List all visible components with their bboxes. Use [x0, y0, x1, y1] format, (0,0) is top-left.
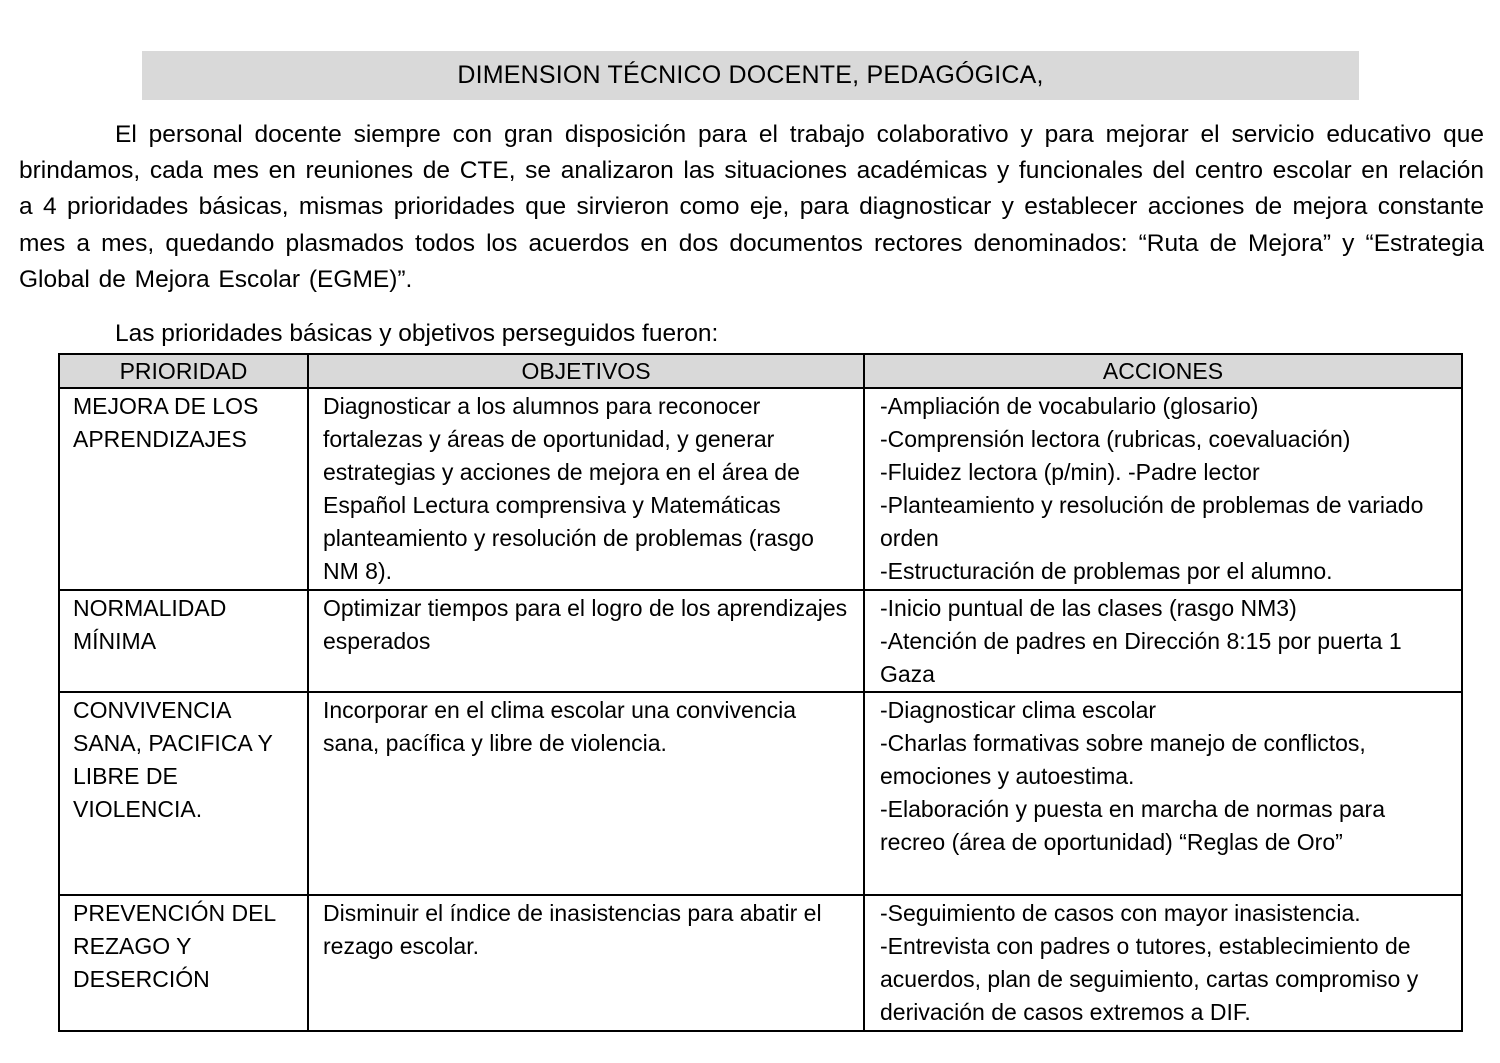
objective-cell: Incorporar en el clima escolar una convivencia sana, pacífica y libre de violencia. [308, 692, 864, 895]
priority-line: CONVIVENCIA [73, 697, 232, 723]
table-row [59, 388, 1462, 590]
action-item: -Planteamiento y resolución de problemas de variado orden [880, 492, 1424, 551]
table-row [59, 590, 1462, 692]
table-row [59, 895, 1462, 1031]
table-row [59, 692, 1462, 895]
priority-cell [59, 590, 308, 692]
header-objectives: OBJETIVOS [308, 354, 864, 388]
priority-cell [59, 692, 308, 895]
actions-cell [864, 895, 1462, 1031]
section-heading-banner [142, 51, 1359, 100]
actions-cell [864, 590, 1462, 692]
priority-line: SANA, PACIFICA Y [73, 730, 273, 756]
actions-cell [864, 692, 1462, 895]
objective-cell: Disminuir el índice de inasistencias para abatir el rezago escolar. [308, 895, 864, 1031]
action-item: -Comprensión lectora (rubricas, coevaluación) [880, 426, 1351, 452]
table-header-row [59, 354, 1462, 388]
priority-line: DESERCIÓN [73, 966, 210, 992]
priority-cell [59, 895, 308, 1031]
action-item: -Charlas formativas sobre manejo de conflictos, emociones y autoestima. [880, 730, 1366, 789]
priority-line: MEJORA DE LOS [73, 393, 259, 419]
actions-cell [864, 388, 1462, 590]
action-item: -Diagnosticar clima escolar [880, 697, 1157, 723]
priority-line: REZAGO Y [73, 933, 192, 959]
priority-line: LIBRE DE [73, 763, 178, 789]
priority-line: MÍNIMA [73, 628, 157, 654]
priority-cell [59, 388, 308, 590]
action-item: -Inicio puntual de las clases (rasgo NM3) [880, 595, 1297, 621]
section-heading: DIMENSION TÉCNICO DOCENTE, PEDAGÓGICA, [457, 61, 1044, 89]
priority-line: NORMALIDAD [73, 595, 227, 621]
action-item: -Atención de padres en Dirección 8:15 por puerta 1 Gaza [880, 628, 1402, 687]
objective-cell: Diagnosticar a los alumnos para reconocer fortalezas y áreas de oportunidad, y generar estrategias y acciones de mejora en el área de Español Lectura comprensiva y Matemáticas planteamiento y resolución de problemas (rasgo NM 8). [308, 388, 864, 590]
action-item: -Ampliación de vocabulario (glosario) [880, 393, 1259, 419]
action-item: -Entrevista con padres o tutores, establecimiento de acuerdos, plan de seguimiento, cartas compromiso y derivación de casos extremos a DIF. [880, 933, 1419, 1025]
action-item: -Fluidez lectora (p/min). -Padre lector [880, 459, 1260, 485]
header-priority: PRIORIDAD [59, 354, 308, 388]
table-lead-text: Las prioridades básicas y objetivos perseguidos fueron: [115, 320, 719, 347]
priority-line: APRENDIZAJES [73, 426, 247, 452]
intro-paragraph: El personal docente siempre con gran disposición para el trabajo colaborativo y para mejorar el servicio educativo que brindamos, cada mes en reuniones de CTE, se analizaron las situaciones académicas y funcionales del centro escolar en relación a 4 prioridades básicas, mismas prioridades que sirvieron como eje, para diagnosticar y establecer acciones de mejora constante mes a mes, quedando plasmados todos los acuerdos en dos documentos rectores denominados: “Ruta de Mejora” y “Estrategia Global de Mejora Escolar (EGME)”. [19, 121, 1484, 293]
objective-cell: Optimizar tiempos para el logro de los aprendizajes esperados [308, 590, 864, 692]
action-item: -Elaboración y puesta en marcha de normas para recreo (área de oportunidad) “Reglas de Oro” [880, 796, 1386, 855]
priorities-table [58, 353, 1463, 1032]
action-item: -Estructuración de problemas por el alumno. [880, 558, 1333, 584]
priority-line: VIOLENCIA. [73, 796, 203, 822]
header-actions: ACCIONES [864, 354, 1462, 388]
action-item: -Seguimiento de casos con mayor inasistencia. [880, 900, 1361, 926]
priority-line: PREVENCIÓN DEL [73, 900, 277, 926]
